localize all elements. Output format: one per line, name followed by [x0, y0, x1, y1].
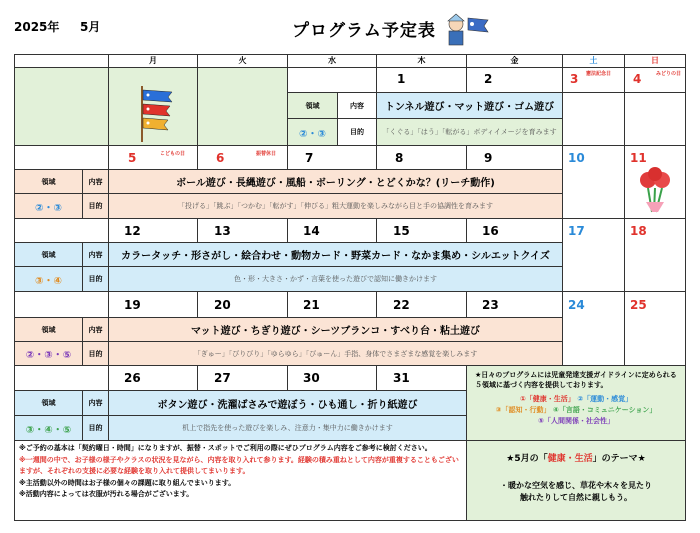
date-24: 24 — [568, 298, 585, 312]
weekday-thu: 木 — [376, 54, 467, 68]
content-label: 内容 — [82, 390, 109, 416]
weekday-sun: 日 — [624, 54, 686, 68]
year: 2025年 — [14, 20, 60, 34]
holiday-label: みどりの日 — [656, 71, 682, 77]
notes-box — [14, 440, 467, 521]
week3-purpose: 色・形・大きさ・かず・言葉を使った遊びで認知に働きかけます — [108, 266, 563, 292]
holiday-label: 憲法記念日 — [586, 71, 612, 77]
theme-line-2: 触れたりして自然に親しもう。 — [520, 493, 632, 502]
week1-content: トンネル遊び・マット遊び・ゴム遊び — [376, 92, 563, 119]
note-1: ※ご予約の基本は「契約曜日・時間」になりますが、振替・スポットでご利用の際にぜひプログラム内容をご参考に検討ください。 — [19, 444, 432, 452]
week4-area: ②・③・⑤ — [14, 341, 83, 366]
date-12: 12 — [124, 224, 141, 238]
weekday-mon: 月 — [108, 54, 198, 68]
category-1: ①「健康・生活」 — [519, 395, 575, 403]
week5-area: ③・④・⑤ — [14, 415, 83, 441]
theme-highlight: 健康・生活 — [547, 454, 593, 464]
weekday-fri: 金 — [466, 54, 563, 68]
date-6: 6 — [216, 151, 225, 165]
week5-purpose: 机上で指先を使った遊びを楽しみ、注意力・集中力に働きかけます — [108, 415, 467, 441]
holiday-label: 振替休日 — [256, 151, 277, 157]
date-30: 30 — [303, 371, 320, 385]
week2-purpose: 「投げる」「跳ぶ」「つかむ」「転がす」「伸びる」粗大運動を楽しみながら目と手の協調性を育みます — [108, 193, 563, 219]
date-11: 11 — [630, 151, 647, 165]
purpose-label: 目的 — [82, 415, 109, 441]
date-5: 5 — [128, 151, 137, 165]
purpose-label: 目的 — [337, 118, 377, 146]
date-26: 26 — [124, 371, 141, 385]
date-19: 19 — [124, 298, 141, 312]
date-1: 1 — [397, 72, 406, 86]
month: 5月 — [80, 20, 101, 34]
date-10: 10 — [568, 151, 585, 165]
area-label: 領域 — [14, 317, 83, 342]
week4-content: マット遊び・ちぎり遊び・シーツブランコ・すべり台・粘土遊び — [108, 317, 563, 342]
week3-area: ③・④ — [14, 266, 83, 292]
note-3: ※主活動以外の時間はお子様の個々の課題に取り組んでまいります。 — [19, 478, 236, 487]
date-4: 4 — [633, 72, 642, 86]
koinobori-icon — [138, 84, 178, 144]
theme-box — [466, 440, 686, 521]
date-18: 18 — [630, 224, 647, 238]
week1-area: ②・③ — [287, 118, 338, 146]
purpose-label: 目的 — [82, 266, 109, 292]
content-label: 内容 — [82, 242, 109, 267]
area-label: 領域 — [14, 169, 83, 194]
date-9: 9 — [484, 151, 493, 165]
date-17: 17 — [568, 224, 585, 238]
carnation-icon — [632, 166, 678, 214]
weekday-wed: 水 — [287, 54, 377, 68]
purpose-label: 目的 — [82, 341, 109, 366]
date-21: 21 — [303, 298, 320, 312]
week4-purpose: 「ぎゅー」「びりびり」「ゆらゆら」「びゅーん」手指、身体でさまざまな感覚を楽しみます — [108, 341, 563, 366]
week3-content: カラータッチ・形さがし・絵合わせ・動物カード・野菜カード・なかま集め・シルエットクイズ — [108, 242, 563, 267]
week2-content: ボール遊び・長縄遊び・風船・ボーリング・とどくかな？(リーチ動作) — [108, 169, 563, 194]
content-label: 内容 — [82, 317, 109, 342]
guideline-box — [466, 365, 686, 441]
content-label: 内容 — [82, 169, 109, 194]
purpose-label: 目的 — [82, 193, 109, 219]
date-20: 20 — [214, 298, 231, 312]
theme-line-1: ・暖かな空気を感じ、草花や木々を見たり — [500, 481, 652, 490]
area-label: 領域 — [287, 92, 338, 119]
date-14: 14 — [303, 224, 320, 238]
theme-title: ★5月の「健康・生活」のテーマ★ — [506, 454, 646, 464]
date-31: 31 — [393, 371, 410, 385]
category-3: ③「認知・行動」 — [495, 406, 551, 414]
date-23: 23 — [482, 298, 499, 312]
content-label: 内容 — [337, 92, 377, 119]
weekday-tue: 火 — [197, 54, 288, 68]
area-label: 領域 — [14, 242, 83, 267]
week5-content: ボタン遊び・洗濯ばさみで遊ぼう・ひも通し・折り紙遊び — [108, 390, 467, 416]
date-3: 3 — [570, 72, 579, 86]
guideline-intro: ★日々のプログラムには児童発達支援ガイドラインに定められる５領域に基づく内容を提供しております。 — [475, 371, 677, 389]
date-15: 15 — [393, 224, 410, 238]
category-5: ⑤「人間関係・社会性」 — [538, 417, 614, 425]
week1-purpose: 「くぐる」「はう」「転がる」ボディイメージを育みます — [376, 118, 563, 146]
page-title: プログラム予定表 — [292, 21, 436, 41]
week2-area: ②・③ — [14, 193, 83, 219]
date-13: 13 — [214, 224, 231, 238]
area-label: 領域 — [14, 390, 83, 416]
weekday-sat: 土 — [562, 54, 625, 68]
date-25: 25 — [630, 298, 647, 312]
holiday-label: こどもの日 — [160, 151, 186, 157]
date-2: 2 — [484, 72, 493, 86]
date-7: 7 — [305, 151, 314, 165]
note-2: ※一週間の中で、お子様の様子やクラスの状況を見ながら、内容を取り入れて参ります。経験の積み重ねとして内容が重複することもございますが、それぞれの支援に必要な経験を取り入れて提供してまいります。 — [19, 455, 459, 475]
date-27: 27 — [214, 371, 231, 385]
boy-koinobori-icon — [438, 10, 492, 54]
date-8: 8 — [395, 151, 404, 165]
date-16: 16 — [482, 224, 499, 238]
category-4: ④「言語・コミュニケーション」 — [552, 406, 657, 414]
date-22: 22 — [393, 298, 410, 312]
category-2: ②「運動・感覚」 — [577, 395, 633, 403]
note-4: ※活動内容によっては衣服が汚れる場合がございます。 — [19, 490, 194, 498]
